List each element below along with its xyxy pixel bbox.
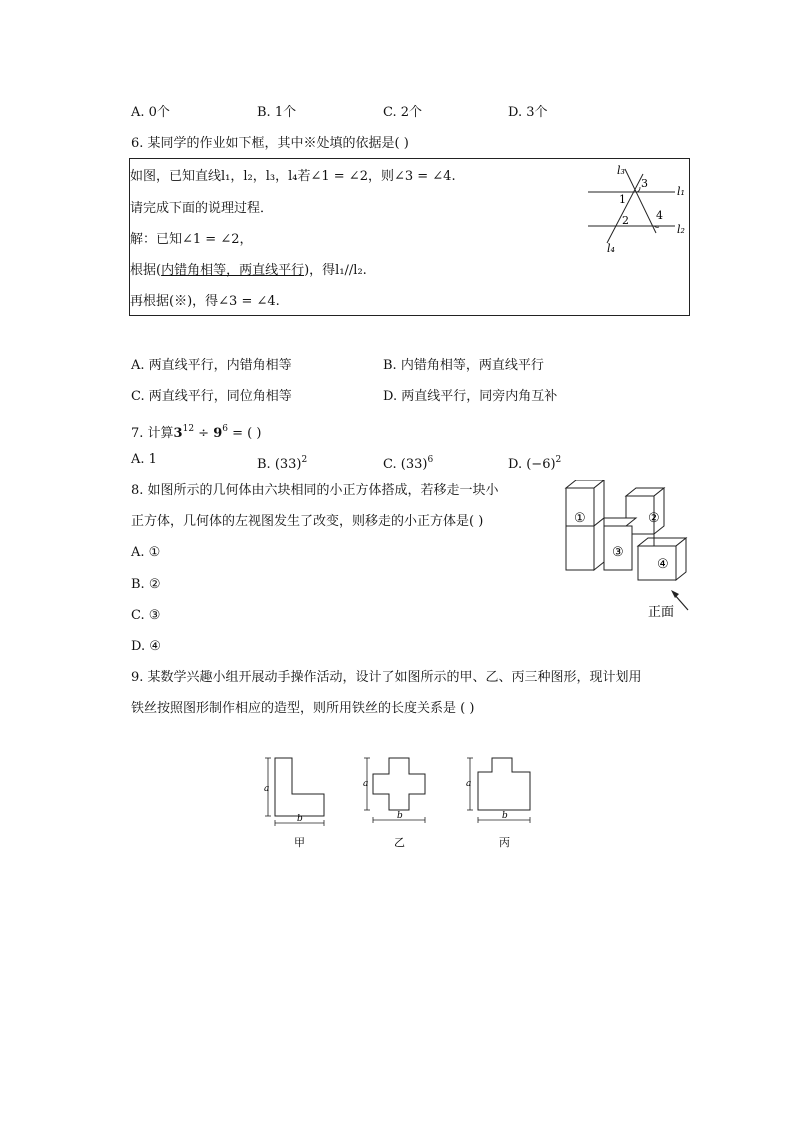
q5-option-b: B. 1个 bbox=[257, 105, 297, 120]
q8-option-d: D. ④ bbox=[131, 639, 161, 654]
bing-label-a: a bbox=[466, 779, 472, 789]
q6-option-d: D. 两直线平行，同旁内角互补 bbox=[383, 389, 558, 404]
label-angle3: 3 bbox=[641, 177, 648, 190]
q6-work-box bbox=[129, 158, 690, 316]
q8-option-a: A. ① bbox=[131, 545, 161, 560]
label-cube3: ③ bbox=[612, 545, 624, 560]
q7-option-d bbox=[508, 451, 561, 474]
q8-stem-line2: 正方体，几何体的左视图发生了改变，则移走的小正方体是( ) bbox=[131, 514, 484, 529]
cube-bottom-left-side bbox=[594, 518, 604, 570]
q6-option-c: C. 两直线平行，同位角相等 bbox=[131, 389, 292, 404]
q6-stem: 6. 某同学的作业如下框，其中※处填的依据是( ) bbox=[131, 136, 409, 151]
label-l2: l₂ bbox=[677, 223, 685, 236]
label-l1: l₁ bbox=[677, 185, 685, 198]
jia-label-a: a bbox=[264, 784, 270, 794]
q5-option-d: D. 3个 bbox=[508, 105, 548, 120]
label-l4: l₄ bbox=[607, 242, 615, 253]
arrow-head-icon bbox=[671, 590, 679, 598]
q6-box-line4-underlined: 内错角相等，两直线平行 bbox=[161, 263, 305, 278]
q7-option-c-base: C. (33) bbox=[383, 457, 428, 472]
q7-exp1: 12 bbox=[182, 424, 195, 434]
shape-jia-figure bbox=[259, 752, 337, 852]
q6-box-line4-suffix: )，得l₁//l₂. bbox=[304, 263, 367, 278]
bing-label-b: b bbox=[502, 811, 508, 821]
line-l4 bbox=[607, 174, 643, 243]
q7-option-b-base: B. (33) bbox=[257, 457, 302, 472]
q7-stem bbox=[131, 420, 261, 443]
q7-option-b bbox=[257, 451, 307, 474]
angle3-arc bbox=[637, 187, 640, 192]
q6-box-line1: 如图，已知直线l₁，l₂，l₃，l₄若∠1 = ∠2，则∠3 = ∠4. bbox=[130, 169, 456, 184]
label-angle2: 2 bbox=[622, 214, 629, 227]
q7-option-d-base: D. (−6) bbox=[508, 457, 556, 472]
shape-bing bbox=[478, 758, 530, 810]
q6-option-b: B. 内错角相等，两直线平行 bbox=[383, 358, 544, 373]
q8-option-b: B. ② bbox=[131, 577, 161, 592]
yi-label-a: a bbox=[363, 779, 369, 789]
shape-yi-figure bbox=[358, 752, 436, 852]
q7-stem-prefix: 7. 计算 bbox=[131, 426, 174, 441]
q8-stem-line1: 8. 如图所示的几何体由六块相同的小正方体搭成，若移走一块小 bbox=[131, 483, 499, 498]
cube-bottom-left-front bbox=[566, 526, 594, 570]
q6-option-a: A. 两直线平行，内错角相等 bbox=[131, 358, 292, 373]
q9-stem-line2: 铁丝按照图形制作相应的造型，则所用铁丝的长度关系是 ( ) bbox=[131, 701, 475, 716]
q7-div: ÷ bbox=[194, 426, 214, 441]
parallel-lines-figure bbox=[580, 161, 690, 253]
q7-exp2: 6 bbox=[222, 424, 228, 434]
q6-box-line5: 再根据(※)，得∠3 = ∠4. bbox=[130, 294, 280, 309]
yi-label-b: b bbox=[397, 811, 403, 821]
q5-option-c: C. 2个 bbox=[383, 105, 423, 120]
q7-option-c-exp: 6 bbox=[427, 455, 434, 465]
q7-option-b-exp: 2 bbox=[301, 455, 308, 465]
jia-label-b: b bbox=[297, 814, 303, 824]
label-l3: l₃ bbox=[617, 164, 625, 177]
shape-bing-figure bbox=[461, 752, 539, 852]
q6-box-line4 bbox=[130, 262, 367, 280]
q8-option-c: C. ③ bbox=[131, 608, 161, 623]
label-angle4: 4 bbox=[656, 209, 663, 222]
cubes-figure bbox=[548, 480, 694, 622]
q7-stem-suffix: = ( ) bbox=[228, 426, 262, 441]
front-view-label: 正面 bbox=[648, 605, 675, 620]
jia-caption: 甲 bbox=[294, 836, 305, 849]
q7-option-c bbox=[383, 451, 433, 474]
bing-caption: 丙 bbox=[499, 836, 510, 849]
q7-base2: 9 bbox=[213, 426, 223, 441]
label-cube4: ④ bbox=[657, 557, 669, 572]
q7-option-a: A. 1 bbox=[131, 452, 157, 467]
q9-stem-line1: 9. 某数学兴趣小组开展动手操作活动，设计了如图所示的甲、乙、丙三种图形，现计划用 bbox=[131, 670, 642, 685]
q5-option-a: A. 0个 bbox=[131, 105, 170, 120]
shape-yi bbox=[373, 758, 425, 810]
q7-option-d-exp: 2 bbox=[555, 455, 562, 465]
q6-box-line4-prefix: 根据( bbox=[130, 263, 162, 278]
cube4-side bbox=[676, 538, 686, 580]
label-cube2: ② bbox=[648, 511, 660, 526]
q6-box-line3: 解：已知∠1 = ∠2， bbox=[130, 232, 253, 247]
q6-box-line2: 请完成下面的说理过程． bbox=[130, 201, 274, 216]
q7-base1: 3 bbox=[173, 426, 183, 441]
shape-jia bbox=[275, 758, 324, 816]
label-cube1: ① bbox=[574, 511, 586, 526]
yi-caption: 乙 bbox=[394, 836, 405, 849]
label-angle1: 1 bbox=[619, 193, 626, 206]
